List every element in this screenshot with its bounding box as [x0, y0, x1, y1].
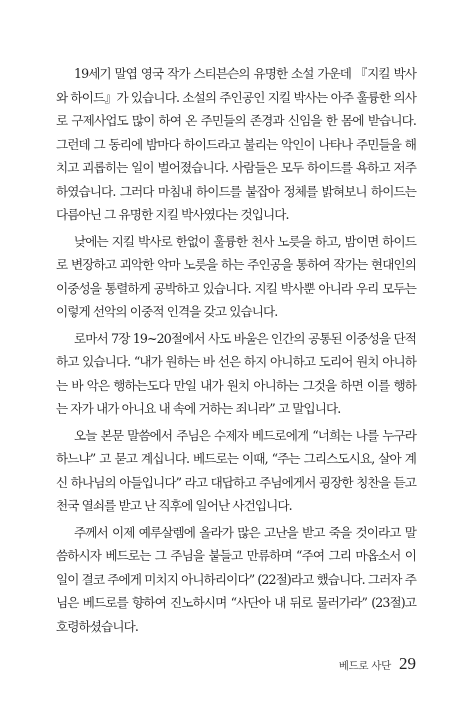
- paragraph-5: 주께서 이제 예루살렘에 올라가 많은 고난을 받고 죽을 것이라고 말씀하시자 베드로는 그 주님을 붙들고 만류하며 “주여 그리 마옵소서 이 일이 결코 주에게 미치지 아니하리이다” (22절)라고 했습니다. 그러자 주님은 베드로를 향하여 진노하시며 “사단아 내 뒤로 물러가라” (23절)고 호령하셨습니다.: [56, 524, 416, 634]
- page-footer: [339, 654, 416, 674]
- paragraph-2: 낮에는 지킬 박사로 한없이 훌륭한 천사 노릇을 하고, 밤이면 하이드로 변장하고 괴악한 악마 노릇을 하는 주인공을 통하여 작가는 현대인의 이중성을 통렬하게 공박하고 있습니다. 지킬 박사뿐 아니라 우리 모두는 이렇게 선악의 이중적 인격을 갖고 있습니다.: [56, 233, 416, 319]
- paragraph-1: 19세기 말엽 영국 작가 스티븐슨의 유명한 소설 가운데 『지킬 박사와 하이드』가 있습니다. 소설의 주인공인 지킬 박사는 아주 훌륭한 의사로 구제사업도 많이 하여 온 주민들의 존경과 신임을 한 몸에 받습니다. 그런데 그 동리에 밤마다 하이드라고 불리는 악인이 나타나 주민들을 해치고 괴롭히는 일이 벌어졌습니다. 사람들은 모두 하이드를 욕하고 저주하였습니다. 그러다 마침내 하이드를 붙잡아 정체를 밝혀보니 하이드는 다름아닌 그 유명한 지킬 박사였다는 것입니다.: [56, 66, 416, 222]
- paragraph-4: 오늘 본문 말씀에서 주님은 수제자 베드로에게 “너희는 나를 누구라 하느냐” 고 묻고 계십니다. 베드로는 이때, “주는 그리스도시요, 살아 계신 하나님의 아들입니다” 라고 대답하고 주님에게서 굉장한 칭찬을 듣고 천국 열쇠를 받고 난 직후에 일어난 사건입니다.: [56, 427, 416, 513]
- running-title: 베드로 사단: [338, 660, 391, 672]
- page-number: 29: [399, 654, 416, 673]
- paragraph-3: 로마서 7장 19~20절에서 사도 바울은 인간의 공통된 이중성을 단적하고 있습니다. “내가 원하는 바 선은 하지 아니하고 도리어 원치 아니하는 바 악은 행하는도다 만일 내가 원치 아니하는 그것을 하면 이를 행하는 자가 내가 아니요 내 속에 거하는 죄니라” 고 말입니다.: [56, 330, 416, 416]
- body-text: [56, 62, 416, 641]
